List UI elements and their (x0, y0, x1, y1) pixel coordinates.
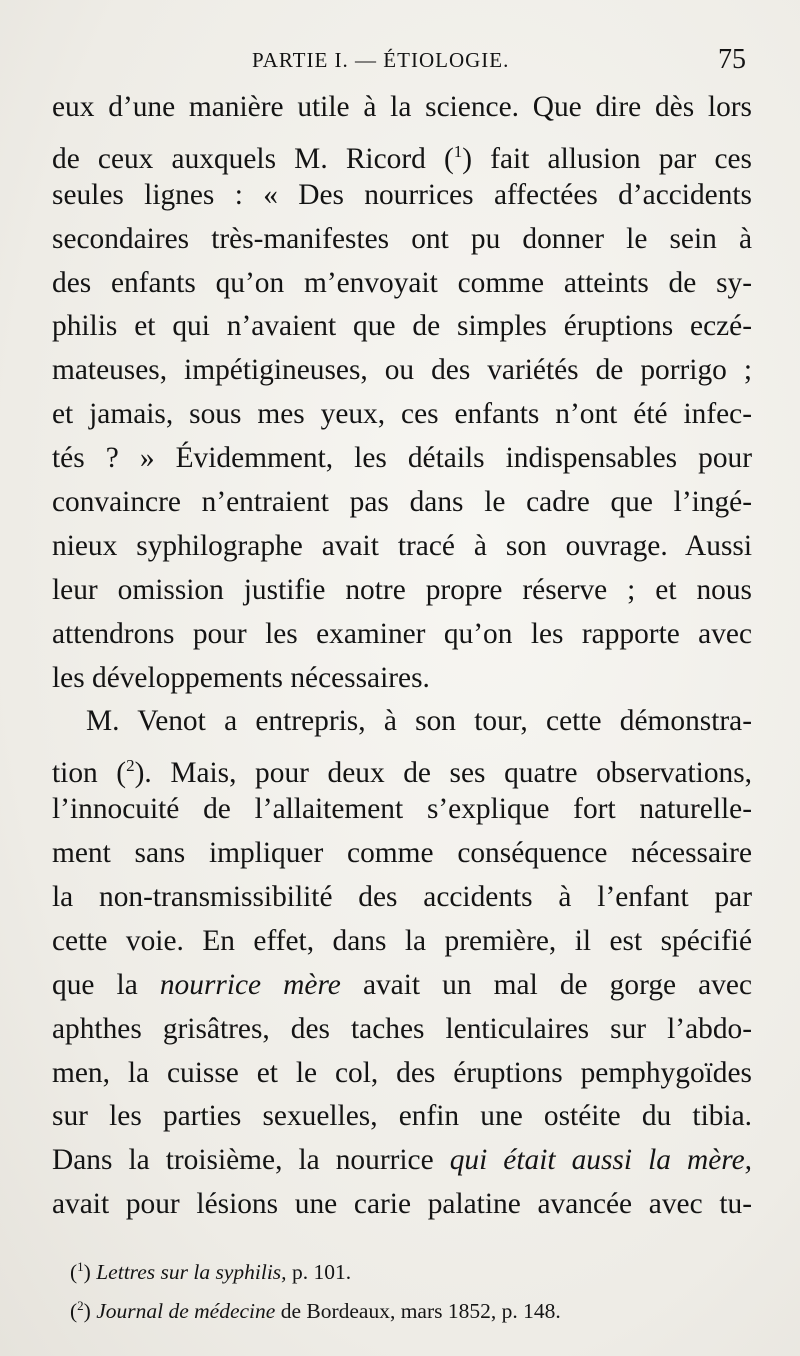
footnote: ($^1$) Lettres sur la syphilis, p. 101. (70, 1259, 352, 1284)
running-head (52, 44, 752, 80)
text-line: de ceux auxquels M. Ricord ($^1$) fait allusion par ces (52, 141, 752, 175)
text-line: tés ? » Évidemment, les détails indispensables pour (52, 442, 752, 475)
footnote-mark: 1 (77, 1259, 84, 1274)
footnote-mark: 2 (77, 1298, 84, 1313)
footnote-title: Journal de médecine (96, 1299, 276, 1323)
text-line: seules lignes : « Des nourrices affectées d’accidents (52, 178, 752, 211)
body-text (52, 86, 752, 1227)
text-line: mateuses, impétigineuses, ou des variétés de porrigo ; (52, 354, 752, 387)
footnote-ref: 2 (126, 756, 135, 776)
footnote: ($^2$) Journal de médecine de Bordeaux, mars 1852, p. 148. (70, 1298, 561, 1323)
footnote-title: Lettres sur la syphilis, (96, 1260, 287, 1284)
text-line: nieux syphilographe avait tracé à son ouvrage. Aussi (52, 529, 752, 562)
text-line: l’innocuité de l’allaitement s’explique fort naturelle- (52, 793, 752, 826)
text-line: eux d’une manière utile à la science. Que dire dès lors (52, 91, 752, 123)
running-head-title: PARTIE I. — ÉTIOLOGIE. (252, 48, 510, 72)
text-line: des enfants qu’on m’envoyait comme atteints de sy- (52, 266, 752, 299)
text-line: Dans la troisième, la nourrice qui était aussi la mère, (52, 1144, 752, 1177)
italic-phrase: qui était aussi la mère, (449, 1144, 752, 1177)
text-line: attendrons pour les examiner qu’on les rapporte avec (52, 617, 752, 650)
text-line: cette voie. En effet, dans la première, il est spécifié (52, 924, 752, 957)
text-line: les développements nécessaires. (52, 661, 430, 694)
text-line: et jamais, sous mes yeux, ces enfants n’ont été infec- (52, 398, 752, 431)
text-line: aphthes grisâtres, des taches lenticulaires sur l’abdo- (52, 1012, 752, 1045)
text-line: men, la cuisse et le col, des éruptions pemphygoïdes (52, 1056, 752, 1089)
text-line: ment sans impliquer comme conséquence nécessaire (52, 837, 752, 870)
text-line: tion ($^2$). Mais, pour deux de ses quatre observations, (52, 756, 752, 790)
footnotes (70, 1250, 710, 1328)
italic-phrase: nourrice mère (159, 968, 341, 1001)
text-line: philis et qui n’avaient que de simples éruptions eczé- (52, 310, 752, 343)
text-line: sur les parties sexuelles, enfin une ostéite du tibia. (52, 1100, 752, 1133)
text-line: la non-transmissibilité des accidents à l’enfant par (52, 881, 752, 914)
footnote-ref: 1 (453, 141, 463, 161)
page-number: 75 (718, 44, 746, 75)
text-line: M. Venot a entrepris, à son tour, cette démonstra- (86, 705, 752, 738)
text-line: convaincre n’entraient pas dans le cadre que l’ingé- (52, 486, 752, 519)
text-line: avait pour lésions une carie palatine avancée avec tu- (52, 1188, 752, 1221)
text-line: que la nourrice mère avait un mal de gorge avec (52, 968, 752, 1001)
text-line: secondaires très-manifestes ont pu donner le sein à (52, 222, 752, 255)
text-line: leur omission justifie notre propre réserve ; et nous (52, 573, 752, 606)
